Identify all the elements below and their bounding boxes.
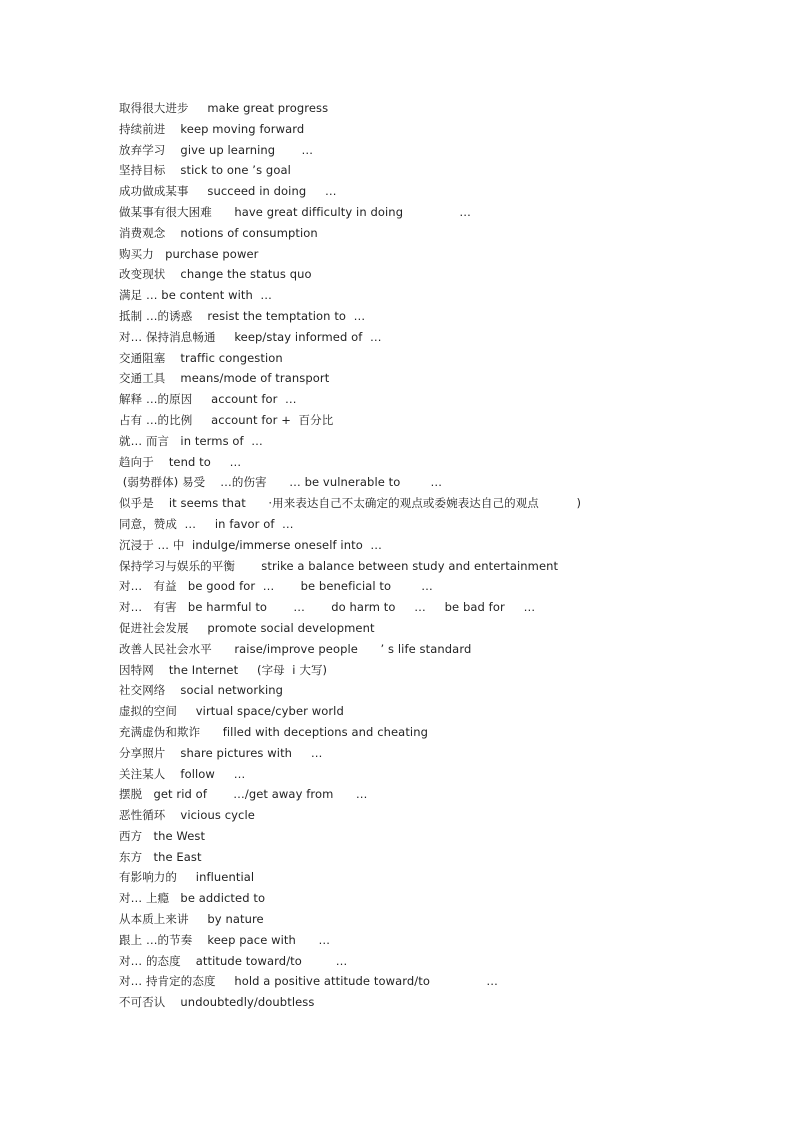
phrase-line: 恶性循环 vicious cycle <box>119 808 255 823</box>
phrase-line: 因特网 the Internet (字母 i 大写) <box>119 662 328 677</box>
phrase-line: 虚拟的空间 virtual space/cyber world <box>119 704 344 719</box>
phrase-line: 对… 有害 be harmful to … do harm to … be bad for … <box>119 600 536 615</box>
phrase-line: 趋向于 tend to … <box>119 454 242 469</box>
phrase-line: 持续前进 keep moving forward <box>119 121 305 136</box>
phrase-line: 对… 上瘾 be addicted to <box>119 891 266 906</box>
phrase-line: 有影响力的 influential <box>119 870 255 885</box>
phrase-line: 跟上 …的节奏 keep pace with … <box>119 932 331 947</box>
phrase-line: 沉浸于 … 中 indulge/immerse oneself into … <box>119 537 382 552</box>
phrase-line: 做某事有很大困难 have great difficulty in doing … <box>119 204 472 219</box>
phrase-line: 改善人民社会水平 raise/improve people ’ s life standard <box>119 641 472 656</box>
phrase-line: 解释 …的原因 account for … <box>119 392 297 407</box>
phrase-line: 抵制 …的诱惑 resist the temptation to … <box>119 308 366 323</box>
phrase-line: 东方 the East <box>119 849 202 864</box>
phrase-line: 分享照片 share pictures with … <box>119 745 323 760</box>
phrase-line: 关注某人 follow … <box>119 766 246 781</box>
phrase-line: 消费观念 notions of consumption <box>119 225 318 240</box>
phrase-line: 改变现状 change the status quo <box>119 267 312 282</box>
phrase-line: 对… 有益 be good for … be beneficial to … <box>119 579 433 594</box>
phrase-line: 坚持目标 stick to one ’s goal <box>119 163 291 178</box>
phrase-line: 同意，赞成 … in favor of … <box>119 516 294 531</box>
phrase-line: 不可否认 undoubtedly/doubtless <box>119 995 315 1010</box>
phrase-line: 成功做成某事 succeed in doing … <box>119 184 337 199</box>
phrase-line: 从本质上来讲 by nature <box>119 912 264 927</box>
phrase-line: 对… 的态度 attitude toward/to … <box>119 953 348 968</box>
phrase-line: 取得很大进步 make great progress <box>119 101 329 115</box>
phrase-line: 交通工具 means/mode of transport <box>119 371 330 386</box>
phrase-line: 保持学习与娱乐的平衡 strike a balance between study and entertainment <box>119 558 559 573</box>
phrase-line: 购买力 purchase power <box>119 246 259 261</box>
phrase-line: 就… 而言 in terms of … <box>119 433 263 448</box>
phrase-line: 充满虚伪和欺诈 filled with deceptions and cheating <box>119 724 429 739</box>
phrase-line: 摆脱 get rid of …/get away from … <box>119 787 368 802</box>
phrase-line: 西方 the West <box>119 828 206 843</box>
phrase-line: 促进社会发展 promote social development <box>119 620 375 635</box>
phrase-line: 交通阻塞 traffic congestion <box>119 350 283 365</box>
phrase-line: (弱势群体) 易受 …的伤害 … be vulnerable to … <box>119 475 443 490</box>
phrase-line: 似乎是 it seems that ·用来表达自己不太确定的观点或委婉表达自己的观点 ) <box>119 496 582 511</box>
phrase-line: 对… 保持消息畅通 keep/stay informed of … <box>119 329 382 344</box>
phrase-line: 放弃学习 give up learning … <box>119 142 314 157</box>
vocabulary-list <box>119 98 759 1013</box>
phrase-line: 占有 …的比例 account for + 百分比 <box>119 412 334 427</box>
phrase-line: 社交网络 social networking <box>119 683 284 698</box>
phrase-line: 满足 … be content with … <box>119 288 273 303</box>
phrase-line: 对… 持肯定的态度 hold a positive attitude toward/to … <box>119 974 498 989</box>
